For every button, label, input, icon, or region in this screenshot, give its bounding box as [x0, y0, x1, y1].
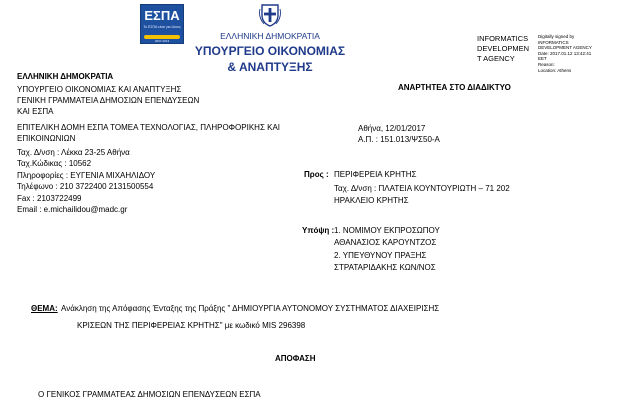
header-republic: [212, 31, 328, 41]
espa-logo-subtitle: Το ΕΣΠΑ είναι για όλους: [143, 25, 181, 29]
attention-label: Υπόψη :: [302, 226, 335, 235]
espa-logo-word: ΕΣΠΑ: [144, 8, 180, 23]
signature-detail-line: INFORMATICS: [538, 39, 569, 45]
recipient-label: Προς :: [304, 170, 329, 179]
sender-ministry: ΥΠΟΥΡΓΕΙΟ ΟΙΚΟΝΟΜΙΑΣ ΚΑΙ ΑΝΑΠΤΥΞΗΣ: [17, 85, 182, 94]
attention-line: ΣΤΡΑΤΑΡΙΔΑΚΗΣ ΚΩΝ/ΝΟΣ: [334, 263, 436, 272]
sender-postcode: Ταχ.Κώδικας : 10562: [17, 159, 92, 168]
recipient-name: ΠΕΡΙΦΕΡΕΙΑ ΚΡΗΤΗΣ: [334, 170, 417, 179]
sender-address: Ταχ. Δ/νση : Λέκκα 23-25 Αθήνα: [17, 148, 130, 157]
subject-line1: Ανάκληση της Απόφασης Ένταξης της Πράξης " ΔΗΜΙΟΥΡΓΙΑ ΑΥΤΟΝΟΜΟΥ ΣΥΣΤΗΜΑΤΟΣ ΔΙΑΧΕΙΡΙΣΗΣ: [61, 304, 440, 313]
attention-line: 2. ΥΠΕΥΘΥΝΟΥ ΠΡΑΞΗΣ: [334, 251, 427, 260]
sender-unit-line1: ΕΠΙΤΕΛΙΚΗ ΔΟΜΗ ΕΣΠΑ ΤΟΜΕΑ ΤΕΧΝΟΛΟΓΙΑΣ, ΠΛΗΡΟΦΟΡΙΚΗΣ ΚΑΙ: [17, 123, 281, 132]
recipient-address-line1: Ταχ. Δ/νση : ΠΛΑΤΕΙΑ ΚΟΥΝΤΟΥΡΙΩΤΗ – 71 202: [334, 184, 510, 193]
subject-line2: ΚΡΙΣΕΩΝ ΤΗΣ ΠΕΡΙΦΕΡΕΙΑΣ ΚΡΗΤΗΣ" με κωδικό MIS 296398: [77, 321, 306, 330]
greek-coat-of-arms-icon: [259, 3, 281, 27]
posting-protocol: Α.Π. : 151.013/ΨΣ50-Α: [358, 135, 440, 144]
sender-fax: Fax : 2103722499: [17, 194, 82, 203]
sender-email: Email : e.michailidou@madc.gr: [17, 205, 128, 214]
signature-detail-line: Reason:: [538, 61, 555, 67]
sender-republic: ΕΛΛΗΝΙΚΗ ΔΗΜΟΚΡΑΤΙΑ: [17, 72, 114, 81]
sender-unit-line2: ΕΠΙΚΟΙΝΩΝΙΩΝ: [17, 134, 76, 143]
signature-detail-line: Date: 2017.01.12 13:42:41: [538, 50, 592, 56]
sender-secretariat-line1: ΓΕΝΙΚΗ ΓΡΑΜΜΑΤΕΙΑ ΔΗΜΟΣΙΩΝ ΕΠΕΝΔΥΣΕΩΝ: [17, 96, 200, 105]
subject-label: ΘΕΜΑ:: [31, 304, 58, 313]
signature-label-line: DEVELOPMEN: [477, 44, 530, 53]
signature-details: [538, 34, 620, 73]
attention-line: 1. ΝΟΜΙΜΟΥ ΕΚΠΡΟΣΩΠΟΥ: [334, 226, 440, 235]
attention-line: ΑΘΑΝΑΣΙΟΣ ΚΑΡΟΥΝΤΖΟΣ: [334, 238, 437, 247]
signature-label-line: T AGENCY: [477, 54, 515, 63]
signature-label: [477, 34, 529, 64]
decision-opening: Ο ΓΕΝΙΚΟΣ ΓΡΑΜΜΑΤΕΑΣ ΔΗΜΟΣΙΩΝ ΕΠΕΝΔΥΣΕΩΝ ΕΣΠΑ: [38, 390, 261, 399]
sender-info: Πληροφορίες : ΕΥΓΕΝΙΑ ΜΙΧΑΗΛΙΔΟΥ: [17, 171, 156, 180]
signature-detail-line: Digitally signed by: [538, 34, 575, 39]
signature-label-line: INFORMATICS: [477, 34, 529, 43]
sender-secretariat-line2: ΚΑΙ ΕΣΠΑ: [17, 107, 54, 116]
decision-title: ΑΠΟΦΑΣΗ: [275, 354, 316, 363]
espa-logo: [140, 4, 184, 44]
header-republic-text: ΕΛΛΗΝΙΚΗ ΔΗΜΟΚΡΑΤΙΑ: [220, 31, 320, 41]
espa-logo-year: 2007-2013: [154, 39, 170, 43]
posting-date: Αθήνα, 12/01/2017: [358, 124, 426, 133]
header-ministry-line1: ΥΠΟΥΡΓΕΙΟ ΟΙΚΟΝΟΜΙΑΣ: [194, 44, 346, 58]
recipient-address-line2: ΗΡΑΚΛΕΙΟ ΚΡΗΤΗΣ: [334, 196, 409, 205]
header-ministry-line2: & ΑΝΑΠΤΥΞΗΣ: [227, 60, 313, 74]
signature-detail-line: EET: [538, 56, 547, 62]
posting-title: ΑΝΑΡΤΗΤΕΑ ΣΤΟ ΔΙΑΔΙΚΤΥΟ: [398, 83, 511, 92]
sender-phone: Τηλέφωνο : 210 3722400 2131500554: [17, 182, 154, 191]
signature-detail-line: Location: Athens: [538, 67, 572, 73]
signature-detail-line: DEVELOPMENT AGENCY: [538, 45, 592, 51]
